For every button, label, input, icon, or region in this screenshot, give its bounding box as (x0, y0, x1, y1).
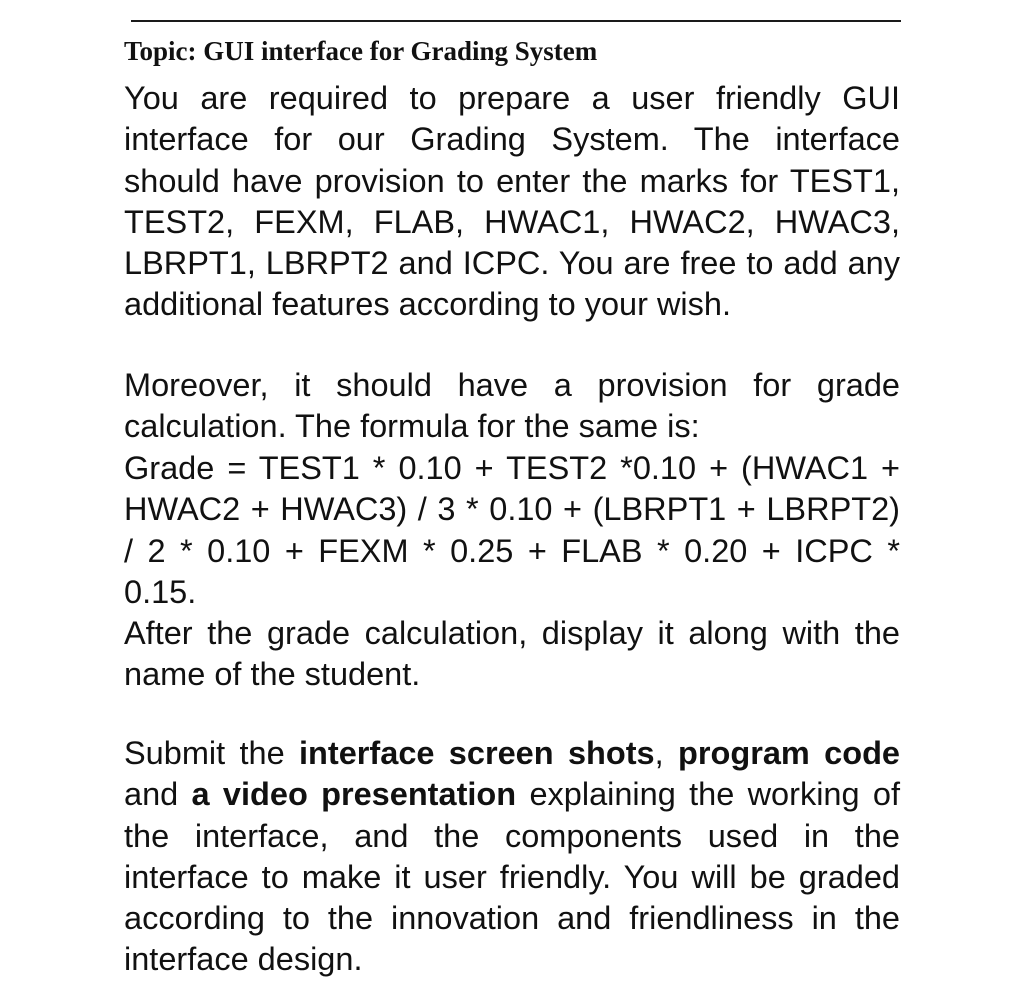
submit-text-2: , (654, 735, 678, 771)
submit-bold-program-code: program code (678, 735, 901, 771)
submit-bold-screenshots: interface screen shots (299, 735, 655, 771)
top-divider (131, 20, 901, 22)
display-paragraph: After the grade calculation, display it along with the name of the student. (124, 615, 900, 693)
submit-text-4: explaining the working of the interface, and the components used in the interface to make it user friendly. You will be graded according to the innovation and friendliness in the interface design. (124, 776, 900, 978)
intro-paragraph: You are required to prepare a user friendly GUI interface for our Grading System. The interface should have provision to enter the marks for TEST1, TEST2, FEXM, FLAB, HWAC1, HWAC2, HWAC3, LBRPT1, LBRPT2 and ICPC. You are free to add any additional features according to your wish. (124, 80, 900, 323)
topic-heading: Topic: GUI interface for Grading System (124, 36, 598, 66)
grade-formula-paragraph: Grade = TEST1 * 0.10 + TEST2 *0.10 + (HWAC1 + HWAC2 + HWAC3) / 3 * 0.10 + (LBRPT1 + LBRPT2) / 2 * 0.10 + FEXM * 0.25 + FLAB * 0.20 + ICPC * 0.15. (124, 450, 900, 610)
submit-text-3: and (124, 776, 192, 813)
submit-text-1: Submit the (124, 735, 299, 771)
grade-provision-paragraph: Moreover, it should have a provision for grade calculation. The formula for the same is: (124, 367, 900, 445)
submit-bold-video: a video presentation (191, 776, 517, 813)
submit-paragraph (124, 733, 900, 981)
